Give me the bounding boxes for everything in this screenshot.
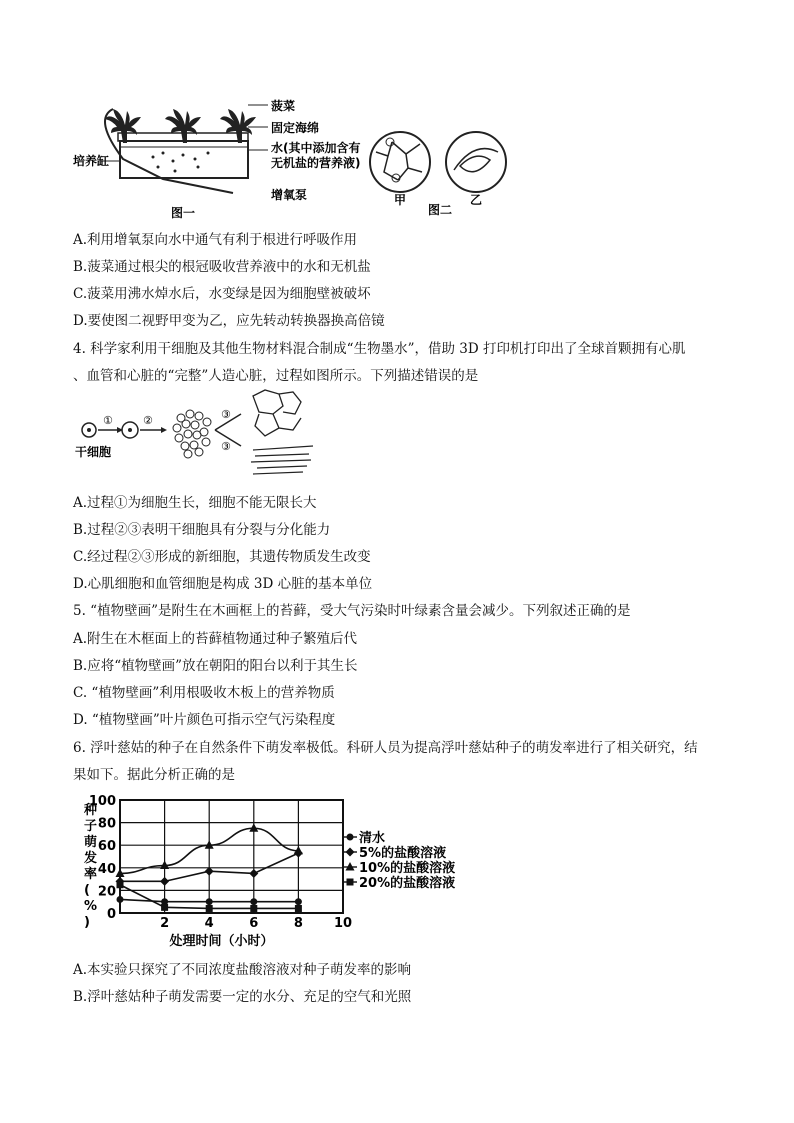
label-water-1: 水(其中添加含有 [271,141,361,155]
y-axis-title: 种子萌发率( % ) [84,803,98,930]
spinach-icon [105,109,256,143]
q4-stem-line-1: 4. 科学家利用干细胞及其他生物材料混合制成“生物墨水”，借助 3D 打印机打印出了全球首颗拥有心肌 [73,341,686,357]
x-tick-label: 6 [249,916,259,931]
q4-option-c: C.经过程②③形成的新细胞，其遗传物质发生改变 [73,549,371,565]
y-tick-label: 40 [97,861,116,877]
q5-option-b: B.应将“植物壁画”放在朝阳的阳台以利于其生长 [73,658,358,674]
data-point [160,877,169,886]
data-point [250,905,257,912]
step-3b-label: ③ [221,440,231,453]
label-tank: 培养缸 [73,154,110,168]
data-point [295,898,302,905]
y-tick-label: 0 [106,907,116,922]
x-tick-label: 2 [160,916,170,931]
data-point [249,823,258,832]
stem-cell-label: 干细胞 [75,445,112,459]
label-yi: 乙 [470,193,483,207]
data-point [346,862,355,871]
y-tick-label: 60 [97,839,116,855]
figure-1-hydroponics [73,95,373,220]
step-3a-label: ③ [221,408,231,421]
q6-option-a: A.本实验只探究了不同浓度盐酸溶液对种子萌发率的影响 [73,962,412,978]
y-tick-label: 80 [97,816,116,832]
data-point [347,879,354,886]
y-tick-label: 20 [97,884,116,900]
q4-stem-line-2: 、血管和心脏的“完整”人造心脏，过程如图所示。下列描述错误的是 [73,368,479,384]
label-water-2: 无机盐的营养液) [271,156,361,170]
legend-label: 清水 [359,831,386,846]
data-point [117,881,124,888]
data-point [206,898,213,905]
q3-option-d: D.要使图二视野甲变为乙，应先转动转换器换高倍镜 [73,313,385,329]
legend-label: 20%的盐酸溶液 [359,876,456,891]
x-tick-label: 4 [204,916,214,931]
figure-stem-cell-process [73,388,323,478]
label-jia: 甲 [394,193,407,207]
step-1-label: ① [103,414,113,427]
data-point [206,905,213,912]
x-tick-label: 10 [333,916,353,931]
legend-label: 10%的盐酸溶液 [359,861,456,876]
figure-2-caption: 图二 [428,203,453,217]
q5-stem: 5. “植物壁画”是附生在木画框上的苔藓，受大气污染时叶绿素含量会减少。下列叙述正确的是 [73,603,631,619]
q5-option-a: A.附生在木框面上的苔藓植物通过种子繁殖后代 [73,631,358,647]
data-point [347,834,354,841]
y-tick-label: 100 [88,794,116,809]
x-tick-label: 8 [293,916,303,931]
q3-option-c: C.菠菜用沸水焯水后，水变绿是因为细胞壁被破坏 [73,286,371,302]
label-pump: 增氧泵 [271,188,308,202]
data-point [249,869,258,878]
q6-stem-line-2: 果如下。据此分析正确的是 [73,767,235,783]
label-spinach: 菠菜 [271,99,296,113]
q5-option-d: D. “植物壁画”叶片颜色可指示空气污染程度 [73,712,336,728]
data-point [346,848,355,857]
q4-option-d: D.心肌细胞和血管细胞是构成 3D 心脏的基本单位 [73,576,373,592]
q6-stem-line-1: 6. 浮叶慈姑的种子在自然条件下萌发率极低。科研人员为提高浮叶慈姑种子的萌发率进行了相关研究，结 [73,740,698,756]
step-2-label: ② [143,414,153,427]
q4-option-b: B.过程②③表明干细胞具有分裂与分化能力 [73,522,331,538]
q3-option-b: B.菠菜通过根尖的根冠吸收营养液中的水和无机盐 [73,259,371,275]
figure-2-microscope-fields [368,122,518,222]
data-point [161,904,168,911]
legend-label: 5%的盐酸溶液 [359,846,447,861]
data-point [295,905,302,912]
plot-frame [120,800,343,913]
data-point [117,896,124,903]
figure-1-caption: 图一 [171,206,196,220]
label-sponge: 固定海绵 [271,121,320,135]
germination-rate-chart [73,786,493,956]
data-point [250,898,257,905]
q3-option-a: A.利用增氧泵向水中通气有利于根进行呼吸作用 [73,232,358,248]
q6-option-b: B.浮叶慈姑种子萌发需要一定的水分、充足的空气和光照 [73,989,412,1005]
x-axis-title: 处理时间（小时） [169,934,274,949]
q5-option-c: C. “植物壁画”利用根吸收木板上的营养物质 [73,685,335,701]
q4-option-a: A.过程①为细胞生长，细胞不能无限长大 [73,495,317,511]
